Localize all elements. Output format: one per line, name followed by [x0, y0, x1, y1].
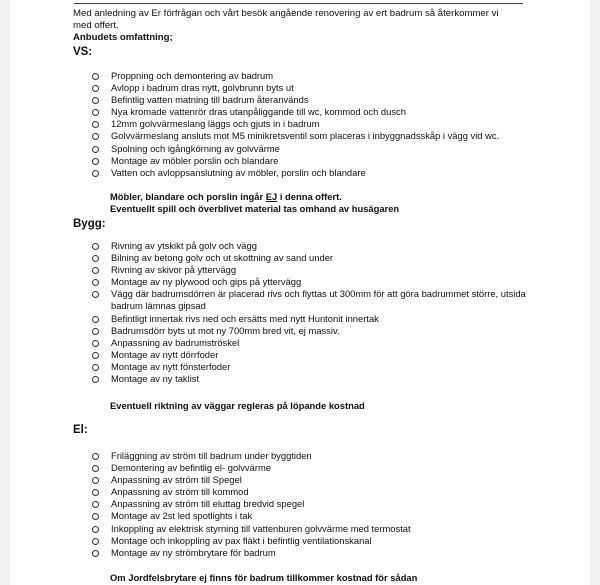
bullet-icon	[92, 501, 99, 508]
bullet-icon	[92, 316, 99, 323]
bullet-icon	[92, 85, 99, 92]
el-note: Om Jordfelsbrytare ej finns för badrum tillkommer kostnad för sådan	[110, 572, 418, 583]
bygg-list	[12, 240, 541, 385]
section-title-el: El:	[73, 424, 88, 436]
page-shadow-right	[590, 0, 600, 585]
list-item: Montage av ny strömbrytare för badrum	[12, 547, 541, 559]
bygg-note: Eventuell riktning av väggar regleras på löpande kostnad	[110, 400, 365, 411]
bullet-icon	[92, 121, 99, 128]
list-item: Vatten och avloppsanslutning av möbler, porslin och blandare	[12, 167, 541, 179]
top-rule	[74, 3, 523, 4]
list-item: Rivning av ytskikt på golv och vägg	[12, 240, 541, 252]
list-item: Anpassning av ström till Spegel	[12, 474, 541, 486]
bullet-icon	[92, 255, 99, 262]
bullet-icon	[92, 352, 99, 359]
intro-paragraph: Med anledning av Er förfrågan och vårt besök angående renovering av ert badrum så återkommer vi med offert.	[73, 8, 499, 32]
bullet-icon	[92, 73, 99, 80]
list-item: Golvvärmeslang ansluts mot M5 minikretsventil som placeras i inbyggnadsskåp i vägg vid wc.	[12, 130, 541, 142]
list-item: Montage av nytt dörrfoder	[12, 349, 541, 361]
list-item: Montage av 2st led spotlights i tak	[12, 510, 541, 522]
bullet-icon	[92, 146, 99, 153]
list-item: Montage av ny taklist	[12, 373, 541, 385]
section-title-bygg: Bygg:	[73, 218, 106, 230]
bullet-icon	[92, 465, 99, 472]
list-item: Inkoppling av elektrisk styrning till vattenburen golvvärme med termostat	[12, 523, 541, 535]
list-item: Badrumsdörr byts ut mot ny 700mm bred vit, ej massiv.	[12, 325, 541, 337]
list-item: Befintligt innertak rivs ned och ersätts med nytt Huntonit innertak	[12, 313, 541, 325]
list-item: Montage av ny plywood och gips på yttervägg	[12, 276, 541, 288]
bullet-icon	[92, 340, 99, 347]
el-list	[12, 450, 541, 559]
bullet-icon	[92, 453, 99, 460]
section-title-vs: VS:	[73, 46, 93, 58]
bullet-icon	[92, 364, 99, 371]
vs-list	[12, 70, 541, 179]
bullet-icon	[92, 550, 99, 557]
list-item: Anpassning av ström till eluttag bredvid spegel	[12, 498, 541, 510]
bullet-icon	[92, 291, 99, 298]
bullet-icon	[92, 279, 99, 286]
vs-note-2: Eventuellt spill och överblivet material tas omhand av husägaren	[110, 203, 400, 214]
list-item: Montage av nytt fönsterfoder	[12, 361, 541, 373]
bullet-icon	[92, 513, 99, 520]
bullet-icon	[92, 170, 99, 177]
bullet-icon	[92, 489, 99, 496]
bullet-icon	[92, 538, 99, 545]
vs-note-1: Möbler, blandare och porslin ingår EJ i denna offert.	[110, 191, 342, 202]
list-item: Anpassning av ström till kommod	[12, 486, 541, 498]
bullet-icon	[92, 243, 99, 250]
list-item: Montage och inkoppling av pax fläkt i befintlig ventilationskanal	[12, 535, 541, 547]
list-item: Nya kromade vattenrör dras utanpåliggande till wc, kommod och dusch	[12, 106, 541, 118]
list-item: Friläggning av ström till badrum under byggtiden	[12, 450, 541, 462]
bullet-icon	[92, 477, 99, 484]
bullet-icon	[92, 133, 99, 140]
list-item: Avlopp i badrum dras nytt, golvbrunn byts ut	[12, 82, 541, 94]
bullet-icon	[92, 158, 99, 165]
scope-heading: Anbudets omfattning;	[73, 32, 173, 43]
bullet-icon	[92, 526, 99, 533]
list-item: 12mm golvvärmeslang läggs och gjuts in i badrum	[12, 118, 541, 130]
list-item: Demontering av befintlig el- golvvärme	[12, 462, 541, 474]
list-item: Montage av möbler porslin och blandare	[12, 155, 541, 167]
document-page	[12, 0, 588, 585]
list-item: Befintlig vatten matning till badrum återanvänds	[12, 94, 541, 106]
bullet-icon	[92, 267, 99, 274]
list-item: Anpassning av badrumströskel	[12, 337, 541, 349]
list-item: Spolning och igångkörning av golvvärme	[12, 143, 541, 155]
list-item: Proppning och demontering av badrum	[12, 70, 541, 82]
list-item: Vägg där badrumsdörren är placerad rivs och flyttas ut 300mm för att göra badrummet större, utsida badrum lämnas gipsad	[12, 288, 541, 312]
bullet-icon	[92, 376, 99, 383]
bullet-icon	[92, 109, 99, 116]
bullet-icon	[92, 97, 99, 104]
page-shadow-left	[0, 0, 10, 585]
list-item: Bilning av betong golv och ut skottning av sand under	[12, 252, 541, 264]
list-item: Rivning av skivor på yttervägg	[12, 264, 541, 276]
bullet-icon	[92, 328, 99, 335]
